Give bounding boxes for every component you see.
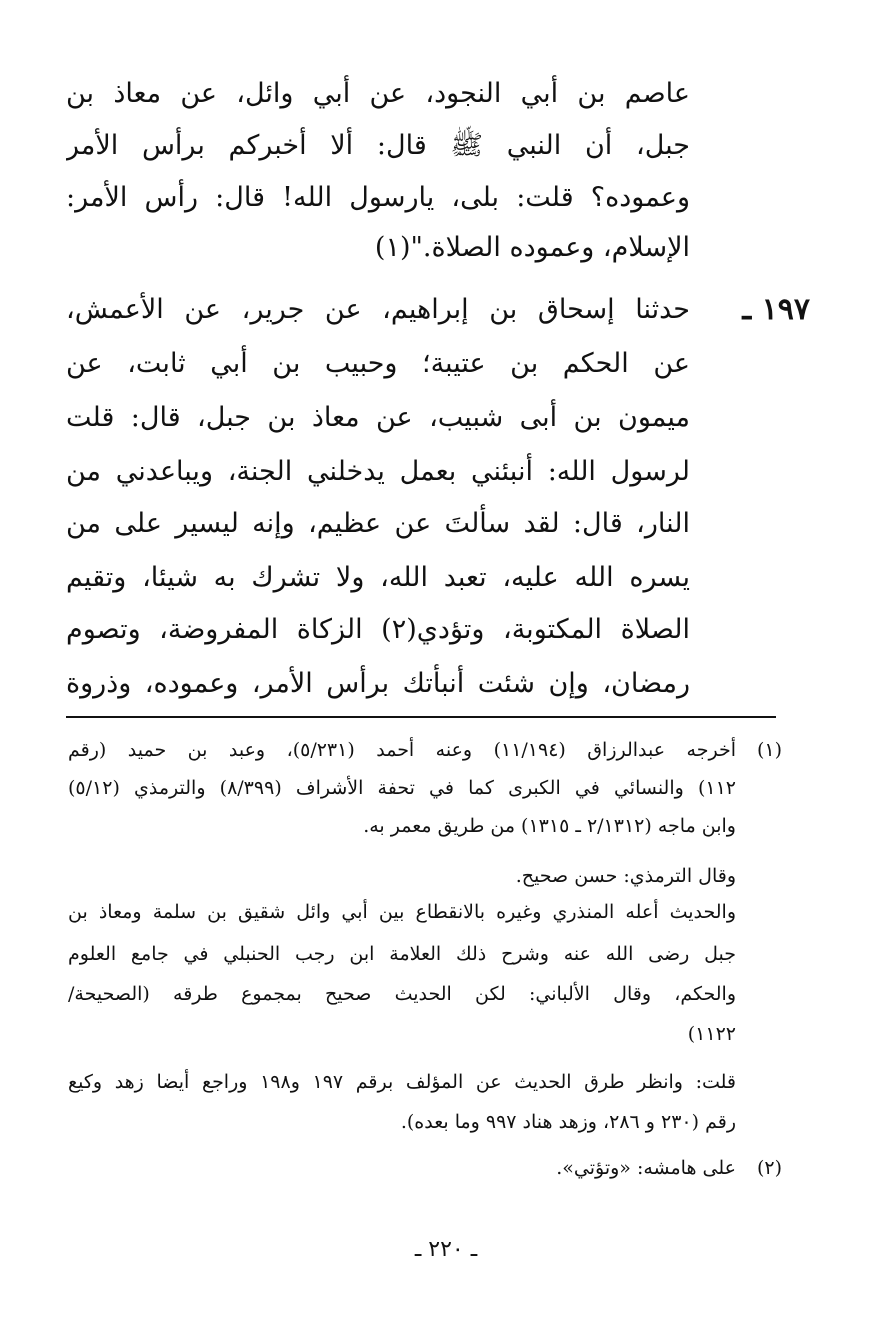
- footnote-line: وابن ماجه (٢/١٣١٢ ـ ١٣١٥) من طريق معمر به.: [363, 815, 736, 837]
- text-line: النار، قال: لقد سألتَ عن عظيم، وإنه ليسير على من: [66, 508, 690, 539]
- footnote-marker: (١): [756, 739, 782, 761]
- text-line: وعموده؟ قلت: بلى، يارسول الله! قال: رأس الأمر:: [66, 182, 690, 213]
- text-line: جبل، أن النبي ﷺ قال: ألا أخبركم برأس الأمر: [66, 130, 690, 161]
- footnote-line: ١١٢) والنسائي في الكبرى كما في تحفة الأشراف (٨/٣٩٩) والترمذي (٥/١٢): [68, 777, 736, 799]
- text-line: لرسول الله: أنبئني بعمل يدخلني الجنة، ويباعدني من: [66, 456, 690, 487]
- text-line: رمضان، وإن شئت أنبأتك برأس الأمر، وعموده، وذروة: [66, 668, 690, 699]
- footnote-line: جبل رضى الله عنه وشرح ذلك العلامة ابن رجب الحنبلي في جامع العلوم: [68, 943, 736, 965]
- footnote-line: والحديث أعله المنذري وغيره بالانقطاع بين أبي وائل شقيق بن سلمة ومعاذ بن: [68, 901, 736, 923]
- footnote-line: رقم (٢٣٠ و ٢٨٦، وزهد هناد ٩٩٧ وما بعده).: [400, 1111, 736, 1133]
- footnote-separator: [66, 716, 776, 718]
- text-line: الإسلام، وعموده الصلاة."(١): [374, 232, 690, 263]
- footnote-line: قلت: وانظر طرق الحديث عن المؤلف برقم ١٩٧ و١٩٨ وراجع أيضا زهد وكيع: [68, 1071, 736, 1093]
- text-line: حدثنا إسحاق بن إبراهيم، عن جرير، عن الأعمش،: [66, 294, 690, 325]
- text-line: عاصم بن أبي النجود، عن أبي وائل، عن معاذ بن: [66, 78, 690, 109]
- footnote-line: وقال الترمذي: حسن صحيح.: [515, 865, 736, 887]
- footnote-line: على هامشه: «وتؤتي».: [556, 1157, 736, 1179]
- footnote-line: ١١٢٢): [687, 1023, 736, 1045]
- footnote-marker: (٢): [756, 1157, 782, 1179]
- text-line: الصلاة المكتوبة، وتؤدي(٢) الزكاة المفروضة، وتصوم: [66, 614, 690, 645]
- hadith-number: ١٩٧ ـ: [742, 292, 810, 327]
- footnote-line: أخرجه عبدالرزاق (١١/١٩٤) وعنه أحمد (٥/٢٣١)، وعبد بن حميد (رقم: [68, 739, 736, 761]
- text-line: عن الحكم بن عتيبة؛ وحبيب بن أبي ثابت، عن: [66, 348, 690, 379]
- page-number: ـ ٢٢٠ ـ: [414, 1237, 478, 1262]
- text-line: يسره الله عليه، تعبد الله، ولا تشرك به شيئا، وتقيم: [66, 562, 690, 593]
- text-line: ميمون بن أبى شبيب، عن معاذ بن جبل، قال: قلت: [66, 402, 690, 433]
- footnote-line: والحكم، وقال الألباني: لكن الحديث صحيح بمجموع طرقه (الصحيحة/: [68, 983, 736, 1005]
